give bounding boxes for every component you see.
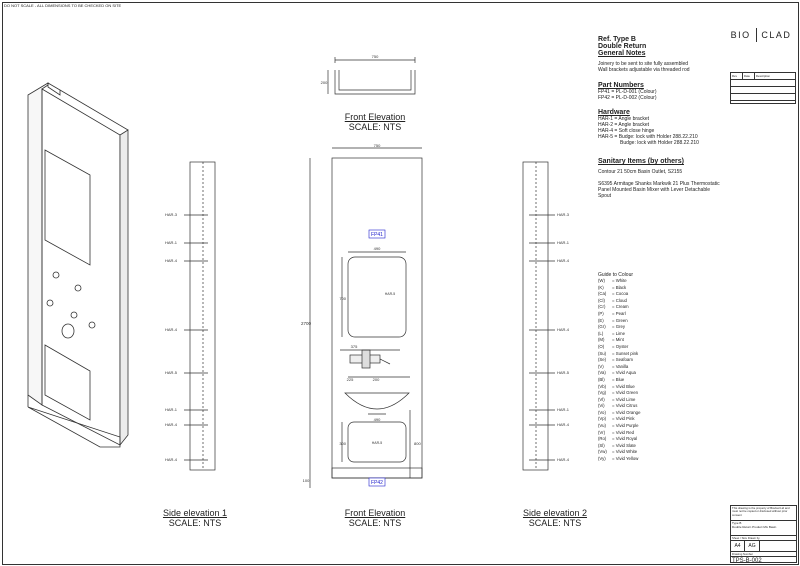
colour-code: (Vr) (598, 429, 605, 435)
upper-height: 700 (339, 296, 346, 301)
colour-row (598, 456, 718, 463)
colour-row (598, 311, 718, 318)
colour-code: (Vl) (598, 396, 605, 402)
plan-view (310, 50, 420, 100)
front-plinth: 100 (302, 478, 310, 483)
plan-dim-depth: 200 (320, 80, 328, 85)
colour-row (598, 416, 718, 423)
colour-name: = Green (612, 317, 628, 323)
colour-row (598, 410, 718, 417)
colour-code: (Vu) (598, 423, 606, 429)
side1-har4d: HAR-4 (165, 457, 178, 462)
colour-row (598, 304, 718, 311)
revision-table (730, 72, 796, 104)
side-elevation-1 (160, 160, 220, 480)
side1-har1: HAR-1 (165, 240, 178, 245)
colour-row (598, 436, 718, 443)
side2-caption: Side elevation 2 (522, 508, 588, 518)
har5-lower: HAR-5 (371, 441, 383, 445)
colour-name: = Vivid White (612, 449, 638, 455)
colour-name: = Oyster (612, 343, 629, 349)
colour-code: (Se) (598, 357, 607, 363)
front-elevation (290, 140, 430, 495)
sanitary-heading: Sanitary Items (by others) (598, 158, 684, 165)
colour-name: = Vivid Green (612, 390, 639, 396)
colour-name: = Black (612, 284, 627, 290)
colour-row (598, 337, 718, 344)
ref-note2: Wall brackets adjustable via threaded rod (598, 67, 690, 73)
colour-code: (Su) (598, 350, 607, 356)
plan-caption-block (325, 112, 425, 132)
colour-name: = Pearl (612, 310, 626, 316)
hardware-1: HAR-1 = Angle bracket (598, 116, 649, 122)
side1-caption-block (150, 508, 240, 528)
colour-row (598, 291, 718, 298)
part-number-1: FP41 = PL-D-001 (Colour) (598, 89, 657, 95)
colour-row (598, 430, 718, 437)
side2-har1: HAR-1 (557, 240, 570, 245)
hardware-4: HAR-5 = Budge: lock with Holder 288.22.210 (598, 134, 698, 140)
colour-name: = Vivid Royal (612, 436, 638, 442)
side1-har3: HAR-3 (165, 212, 178, 217)
colour-code: (O) (598, 343, 605, 349)
colour-name: = Mint (612, 337, 624, 343)
colour-name: = Vivid Orange (612, 409, 641, 415)
colour-name: = Vivid Aqua (612, 370, 636, 376)
side2-har4c: HAR-4 (557, 422, 570, 427)
side1-har4b: HAR-4 (165, 327, 178, 332)
colour-code: (L) (598, 330, 604, 336)
colour-row (598, 351, 718, 358)
colour-name: = Vivid Slate (612, 442, 636, 448)
front-width: 750 (373, 143, 381, 148)
sanitary-4: Spout (598, 193, 612, 199)
colour-name: = Lime (612, 330, 626, 336)
title-block (730, 505, 797, 563)
notes-panel (598, 36, 728, 199)
ref-line3: General Notes (598, 50, 646, 57)
colour-name: = Vivid Lime (612, 396, 636, 402)
plan-dim-width: 750 (371, 54, 379, 59)
tap-width: 375 (350, 344, 358, 349)
part-number-2: FP42 = PL-D-002 (Colour) (598, 95, 657, 101)
side2-caption-block (510, 508, 600, 528)
upper-width: 490 (373, 246, 381, 251)
colour-name: = Cocoa (612, 291, 629, 297)
colour-row (598, 357, 718, 364)
colour-code: (Vw) (598, 449, 607, 455)
colour-name: = Blue (612, 376, 625, 382)
colour-code: (Vi) (598, 403, 605, 409)
sanitary-3: Panel Mounted Basin Mixer with Lever Detachable (598, 187, 711, 193)
colour-row (598, 443, 718, 450)
tb-scale: AG (745, 541, 760, 551)
colour-code: (Ca) (598, 291, 607, 297)
colour-row (598, 285, 718, 292)
side1-scale: SCALE: NTS (168, 518, 222, 528)
sanitary-2: S6395 Armitage Shanks Markwik 21 Plus Thermostatic (598, 181, 720, 187)
logo-right: CLAD (761, 30, 792, 40)
colour-name: = Vivid Citrus (612, 403, 638, 409)
hardware-2: HAR-2 = Angle bracket (598, 122, 649, 128)
colour-code: (Bl) (598, 376, 605, 382)
side2-har5: HAR-5 (557, 370, 570, 375)
colour-name: = Vivid Blue (612, 383, 635, 389)
colour-name: = Vivid Red (612, 429, 635, 435)
front-scale: SCALE: NTS (348, 518, 402, 528)
colour-code: (W) (598, 278, 605, 283)
colour-code: (Vb) (598, 383, 607, 389)
colour-row (598, 331, 718, 338)
ref-line1: Ref. Type B (598, 36, 636, 43)
front-caption-block (325, 508, 425, 528)
colour-row (598, 377, 718, 384)
side1-har4: HAR-4 (165, 258, 178, 263)
colour-guide-heading: Guide to Colour (598, 272, 634, 278)
colour-guide (598, 272, 718, 463)
colour-name: = Sunset pink (612, 350, 639, 356)
plan-scale: SCALE: NTS (348, 122, 402, 132)
colour-code: (P) (598, 310, 604, 316)
colour-code: (Vo) (598, 409, 606, 415)
rev-desc-header: Description (756, 74, 770, 78)
tap-a: 225 (346, 377, 354, 382)
colour-row (598, 397, 718, 404)
colour-code: (Vg) (598, 390, 607, 396)
colour-row (598, 423, 718, 430)
har5-upper: HAR-5 (384, 292, 396, 296)
top-note: DO NOT SCALE - ALL DIMENSIONS TO BE CHECKED ON SITE (4, 3, 122, 8)
hardware-5: Budge: lock with Holder 288.22.210 (620, 140, 699, 146)
colour-code: (K) (598, 284, 604, 290)
logo (725, 24, 797, 46)
colour-name: = Grey (612, 324, 626, 330)
colour-code: (E) (598, 317, 604, 323)
side-elevation-2 (515, 160, 585, 480)
ref-line2: Double Return (598, 43, 647, 50)
logo-left: BIO (730, 30, 751, 40)
colour-name: = Cream (612, 304, 629, 310)
tb-project: Double Return Product Mix Basin (732, 524, 777, 529)
colour-row (598, 298, 718, 305)
side2-har1b: HAR-1 (557, 407, 570, 412)
tb-drawing-number: TPS-B-002 (732, 558, 762, 564)
side1-har1b: HAR-1 (165, 407, 178, 412)
colour-row (598, 370, 718, 377)
colour-name: = Vivid Yellow (612, 456, 639, 462)
lower-width: 490 (373, 417, 381, 422)
colour-row (598, 449, 718, 456)
sanitary-1: Contour 21 50cm Basin Outlet, S2155 (598, 169, 683, 175)
tb-description: This drawing is the property of Bioclad Ltd and must not be copied or disclosed without prior consent (731, 506, 796, 521)
colour-name: = Cloud (612, 297, 627, 303)
colour-code: (Vy) (598, 456, 606, 462)
colour-row (598, 403, 718, 410)
colour-name: = Vivid Purple (612, 423, 639, 429)
plan-caption: Front Elevation (344, 112, 406, 122)
colour-code: (Ro) (598, 436, 607, 442)
tb-project-label: Type B (732, 521, 742, 525)
colour-code: (Cl) (598, 297, 605, 303)
hardware-heading: Hardware (598, 109, 630, 116)
svg-text:FP42: FP42 (371, 480, 383, 486)
side2-scale: SCALE: NTS (528, 518, 582, 528)
colour-row (598, 384, 718, 391)
lower-total: 800 (414, 441, 421, 446)
lower-height: 300 (339, 441, 346, 446)
tap-b: 200 (372, 377, 380, 382)
colour-row (598, 390, 718, 397)
side1-caption: Side elevation 1 (162, 508, 228, 518)
colour-row (598, 364, 718, 371)
side2-har4b: HAR-4 (557, 327, 570, 332)
tb-size: A4 (731, 541, 745, 551)
side2-har4d: HAR-4 (557, 457, 570, 462)
front-caption: Front Elevation (344, 508, 406, 518)
colour-code: (V) (598, 363, 604, 369)
rev-header: Rev (731, 73, 743, 79)
isometric-view (20, 75, 140, 450)
colour-name: = Vivid Pink (612, 416, 635, 422)
colour-code: (Vp) (598, 416, 607, 422)
colour-row (598, 344, 718, 351)
colour-row (598, 318, 718, 325)
part-numbers-heading: Part Numbers (598, 82, 644, 89)
side2-har4: HAR-4 (557, 258, 570, 263)
tb-sheet-label: Sheet / Size Drawn by (731, 536, 796, 541)
colour-name: = Seafoam (612, 357, 633, 363)
side1-har4c: HAR-4 (165, 422, 178, 427)
colour-row (598, 278, 718, 285)
colour-code: (Cr) (598, 304, 606, 310)
side1-har5: HAR-5 (165, 370, 178, 375)
colour-name: = White (612, 278, 627, 283)
side2-har3: HAR-3 (557, 212, 570, 217)
colour-row (598, 324, 718, 331)
colour-code: (Gr) (598, 324, 606, 330)
ref-note1: Joinery to be sent to site fully assembled (598, 61, 689, 67)
colour-name: = Vanilla (612, 363, 629, 369)
front-height: 2700 (300, 321, 312, 326)
hardware-3: HAR-4 = Soft close hinge (598, 128, 655, 134)
tb-drawing-number-label: Drawing Number (731, 552, 796, 557)
colour-code: (Sl) (598, 442, 605, 448)
colour-code: (Va) (598, 370, 606, 376)
svg-text:FP41: FP41 (371, 232, 383, 238)
rev-date-header: Date (743, 73, 755, 79)
colour-code: (M) (598, 337, 605, 343)
